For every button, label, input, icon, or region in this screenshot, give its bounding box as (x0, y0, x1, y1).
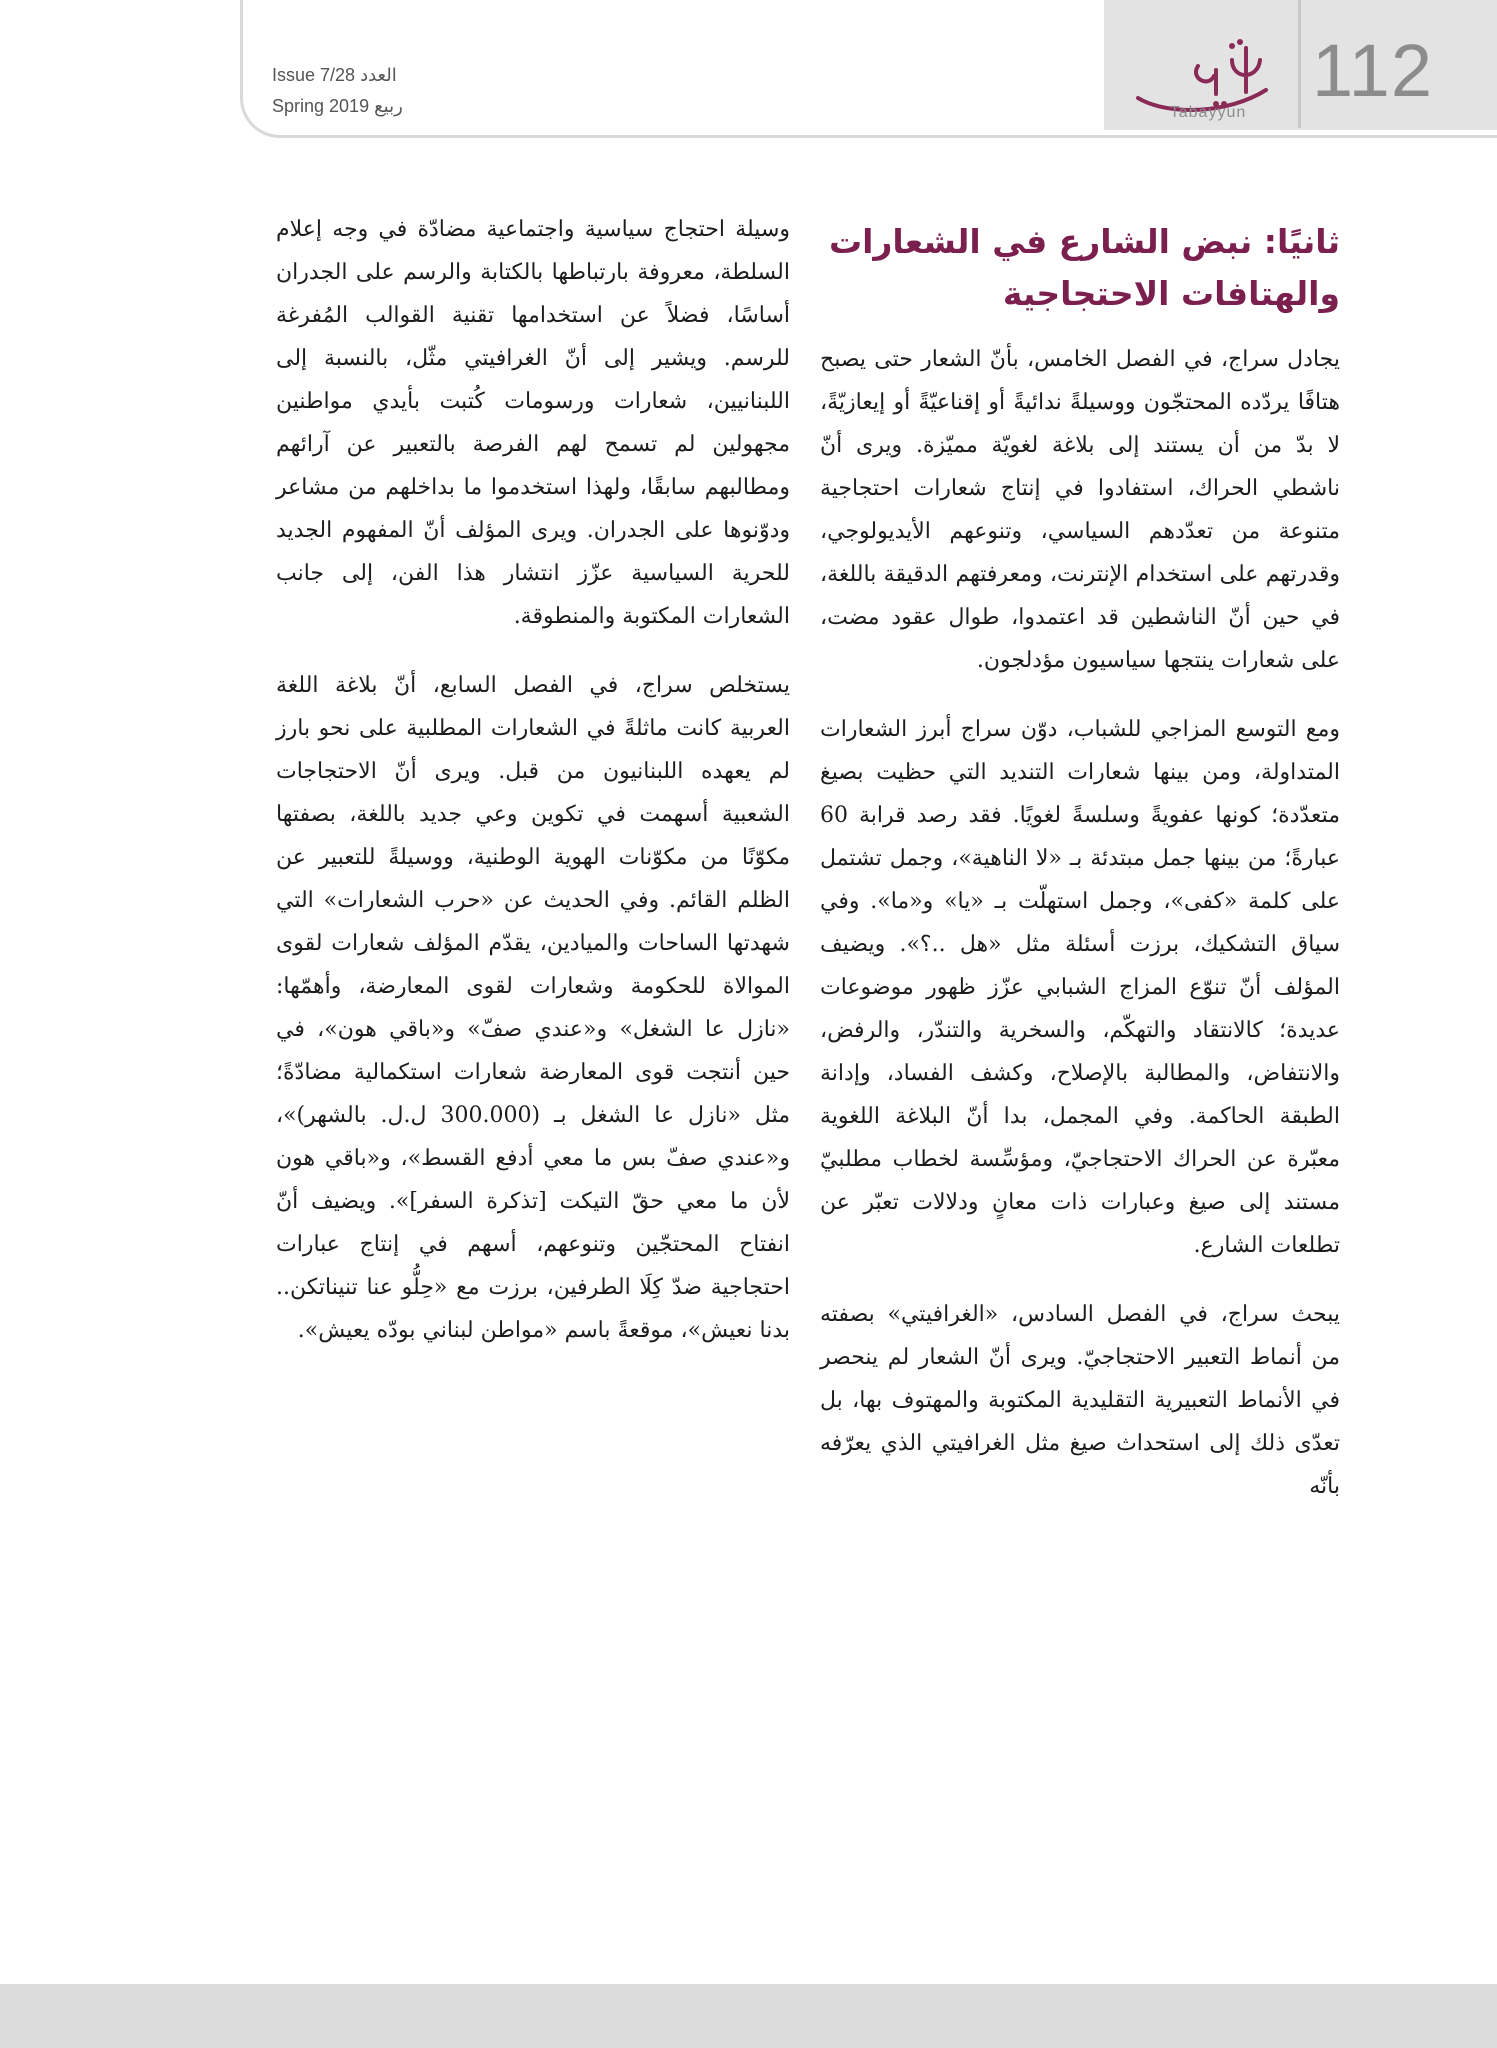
season-label-ar: ربيع (374, 96, 403, 117)
issue-line (272, 60, 472, 91)
season-line (272, 91, 472, 122)
article-column-left (276, 208, 790, 1378)
article-column-right (820, 216, 1340, 1534)
issue-info (272, 60, 472, 122)
logo-text: Tabayyun (1169, 104, 1247, 121)
issue-number: Issue 7/28 (272, 65, 356, 85)
paragraph: يبحث سراج، في الفصل السادس، «الغرافيتي» بصفته من أنماط التعبير الاحتجاجيّ. ويرى أنّ الشعار لم ينحصر في الأنماط التعبيرية التقليدية المكتوبة والمهتوف بها، بل تعدّى ذلك إلى استحداث صيغ مثل الغرافيتي الذي يعرّفه بأنّه (820, 1302, 1340, 1499)
section-heading: ثانيًا: نبض الشارع في الشعارات والهتافات الاحتجاجية (828, 222, 1340, 313)
logo-stroke (1196, 48, 1260, 94)
logo-dot (1229, 43, 1235, 49)
footer-bar (0, 1984, 1497, 2048)
paragraph: يستخلص سراج، في الفصل السابع، أنّ بلاغة اللغة العربية كانت ماثلةً في الشعارات المطلبية على نحو بارز لم يعهده اللبنانيون من قبل. ويرى أنّ الاحتجاجات الشعبية أسهمت في تكوين وعي جديد باللغة، بصفتها مكوّنًا من مكوّنات الهوية الوطنية، ووسيلةً للتعبير عن الظلم القائم. وفي الحديث عن «حرب الشعارات» التي شهدتها الساحات والميادين، يقدّم المؤلف شعارات لقوى الموالاة للحكومة وشعارات لقوى المعارضة، وأهمّها: «نازل عا الشغل» و«عندي صفّ» و«باقي هون»، في حين أنتجت قوى المعارضة شعارات استكمالية مضادّةً؛ مثل «نازل عا الشغل بـ (300.000 ل.ل. بالشهر)»، و«عندي صفّ بس ما معي أدفع القسط»، و«باقي هون لأن ما معي حقّ التيكت [تذكرة السفر]». ويضيف أنّ انفتاح المحتجّين وتنوعهم، أسهم في إنتاج عبارات احتجاجية ضدّ كِلَا الطرفين، برزت مع «حِلُّو عنا تنيناتكن.. بدنا نعيش»، موقعةً باسم «مواطن لبناني بودّه يعيش». (276, 673, 790, 1343)
paragraph: ومع التوسع المزاجي للشباب، دوّن سراج أبرز الشعارات المتداولة، ومن بينها شعارات التنديد التي حظيت بصيغ متعدّدة؛ كونها عفويةً وسلسةً لغويًا. فقد رصد قرابة 60 عبارةً؛ من بينها جمل مبتدئة بـ «لا الناهية»، وجمل تشتمل على كلمة «كفى»، وجمل استهلّت بـ «يا» و«ما». وفي سياق التشكيك، برزت أسئلة مثل «هل ..؟». ويضيف المؤلف أنّ تنوّع المزاج الشبابي عزّز ظهور موضوعات عديدة؛ كالانتقاد والتهكّم، والسخرية والتندّر، والرفض، والانتفاض، والمطالبة بالإصلاح، وكشف الفساد، وإدانة الطبقة الحاكمة. وفي المجمل، بدا أنّ البلاغة اللغوية معبّرة عن الحراك الاحتجاجيّ، ومؤسِّسة لخطاب مطلبيّ مستند إلى صيغ وعبارات ذات معانٍ ودلالات تعبّر عن تطلعات الشارع. (820, 717, 1340, 1258)
paragraph: يجادل سراج، في الفصل الخامس، بأنّ الشعار حتى يصبح هتافًا يردّده المحتجّون ووسيلةً ندائيةً أو إقناعيّةً أو إيعازيّةً، لا بدّ من أن يستند إلى بلاغة لغويّة مميّزة. ويرى أنّ ناشطي الحراك، استفادوا في إنتاج شعارات احتجاجية متنوعة من تعدّدهم السياسي، وتنوعهم الأيديولوجي، وقدرتهم على استخدام الإنترنت، ومعرفتهم الدقيقة باللغة، في حين أنّ الناشطين قد اعتمدوا، طوال عقود مضت، على شعارات ينتجها سياسيون مؤدلجون. (820, 347, 1340, 673)
header-divider (1298, 0, 1301, 128)
paragraph: وسيلة احتجاج سياسية واجتماعية مضادّة في وجه إعلام السلطة، معروفة بارتباطها بالكتابة والرسم على الجدران أساسًا، فضلاً عن استخدامها تقنية القوالب المُفرغة للرسم. ويشير إلى أنّ الغرافيتي مثّل، بالنسبة إلى اللبنانيين، شعارات ورسومات كُتبت بأيدي مواطنين مجهولين لم تسمح لهم الفرصة بالتعبير عن آرائهم ومطالبهم سابقًا، ولهذا استخدموا ما بداخلهم من مشاعر ودوّنوها على الجدران. ويرى المؤلف أنّ المفهوم الجديد للحرية السياسية عزّز انتشار هذا الفن، إلى جانب الشعارات المكتوبة والمنطوقة. (276, 217, 790, 629)
season-date: Spring 2019 (272, 96, 370, 116)
issue-label-ar: العدد (360, 65, 397, 86)
logo-dot (1237, 39, 1243, 45)
page-number: 112 (1312, 29, 1433, 112)
